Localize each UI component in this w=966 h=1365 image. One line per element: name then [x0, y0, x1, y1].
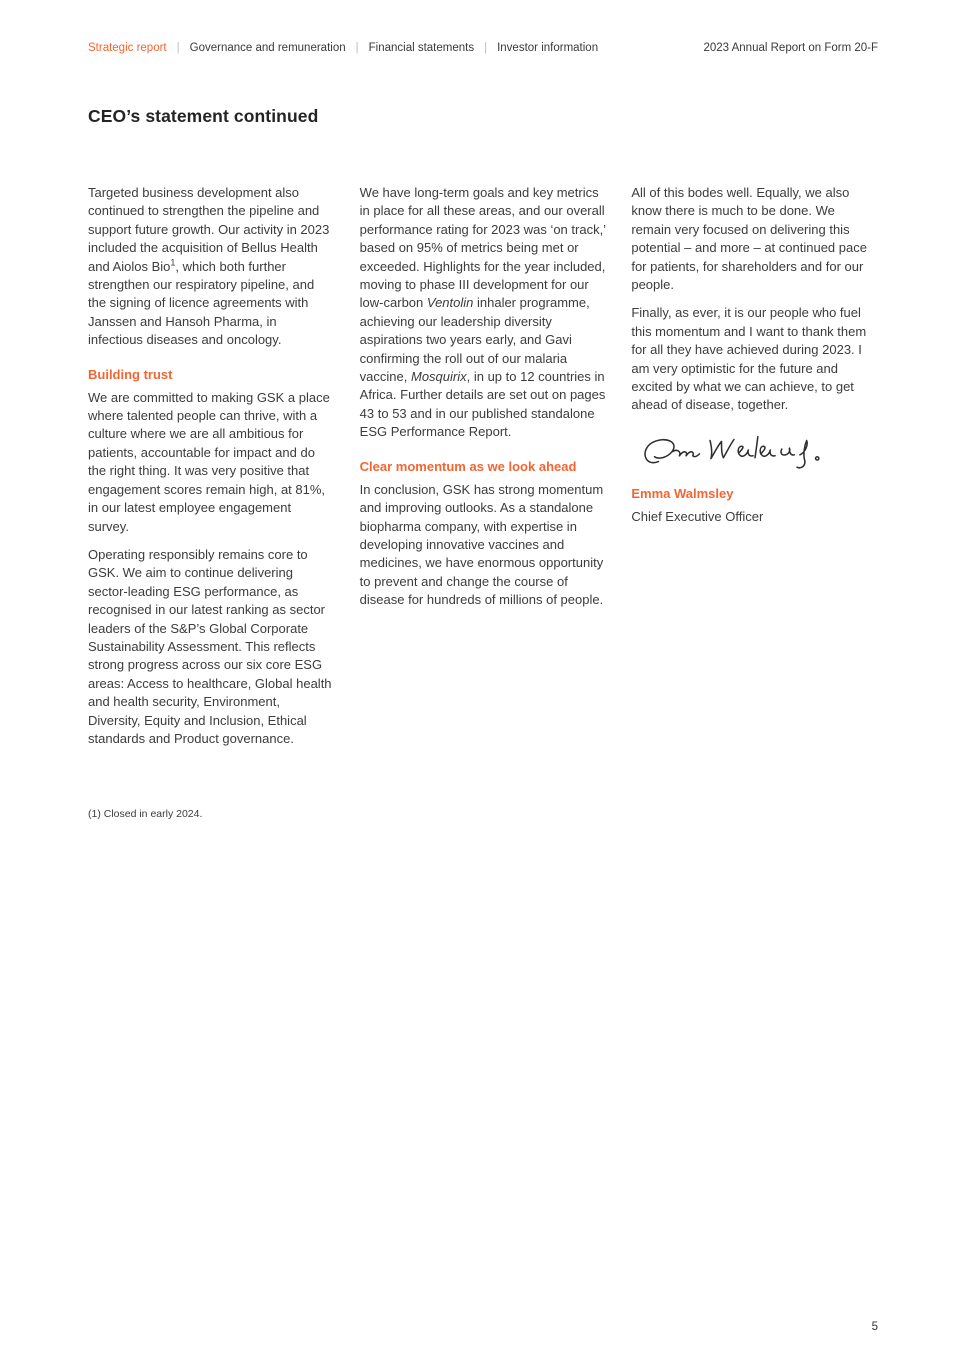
- signer-name: Emma Walmsley: [631, 485, 734, 501]
- signer-title: Chief Executive Officer: [631, 509, 764, 525]
- report-title: 2023 Annual Report on Form 20-F: [703, 42, 878, 54]
- section-heading: Clear momentum as we look ahead: [359, 458, 577, 474]
- footnote: (1) Closed in early 2024.: [88, 808, 203, 820]
- nav-item-financial-statements[interactable]: Financial statements: [368, 42, 475, 54]
- signature-block: [631, 429, 878, 527]
- header-nav: [88, 42, 878, 54]
- page-number: 5: [871, 1321, 878, 1333]
- body-paragraph: In conclusion, GSK has strong momentum and improving outlooks. As a standalone biopharma company, with expertise in developing innovative vaccines and medicines, we have enormous opportunity to prevent and change the course of disease for hundreds of millions of people.: [359, 481, 604, 608]
- nav-separator: |: [355, 42, 359, 54]
- body-paragraph: Finally, as ever, it is our people who fuel this momentum and I want to thank them for all they have achieved during 2023. I am very optimistic for the future and excited by what we can achieve, to get ahead of disease, together.: [631, 305, 867, 413]
- nav-item-investor-information[interactable]: Investor information: [497, 42, 599, 54]
- column-3-blocks: [631, 184, 878, 415]
- page-title: CEO’s statement continued: [88, 106, 319, 126]
- column-2: [360, 184, 607, 758]
- body-paragraph: We have long-term goals and key metrics in place for all these areas, and our overall performance rating for 2023 was ‘on track,’ based on 95% of metrics being met or exceeded. Highlights for the year included, moving to phase III development for our low-carbon Ventolin inhaler programme, achieving our leadership diversity aspirations two years early, and Gavi confirming the roll out of our malaria vaccine, Mosquirix, in up to 12 countries in Africa. Further details are set out on pages 43 to 53 and in our published standalone ESG Performance Report.: [359, 185, 606, 440]
- ceo-signature-image: [631, 429, 856, 473]
- body-paragraph: Targeted business development also continued to strengthen the pipeline and support future growth. Our activity in 2023 included the acquisition of Bellus Health and Aiolos Bio$^1$, which both further strengthen our respiratory pipeline, and the signing of licence agreements with Janssen and Hansoh Pharma, in infectious diseases and oncology.: [88, 185, 330, 348]
- column-1-blocks: [88, 184, 335, 748]
- nav-separator: |: [484, 42, 488, 54]
- body-paragraph: All of this bodes well. Equally, we also know there is much to be done. We remain very focused on delivering this potential – and more – at continued pace for patients, for shareholders and for our people.: [631, 185, 867, 293]
- nav-item-strategic-report[interactable]: Strategic report: [88, 42, 167, 54]
- body-columns: [88, 184, 878, 758]
- column-2-blocks: [360, 184, 607, 610]
- section-heading: Building trust: [88, 366, 173, 382]
- body-paragraph: Operating responsibly remains core to GSK. We aim to continue delivering sector-leading ESG performance, as recognised in our latest ranking as sector leaders of the S&P’s Global Corporate Sustainability Assessment. This reflects strong progress across our six core ESG areas: Access to healthcare, Global health and health security, Environment, Diversity, Equity and Inclusion, Ethical standards and Product governance.: [88, 546, 332, 746]
- body-paragraph: We are committed to making GSK a place where talented people can thrive, with a culture where we are all ambitious for patients, accountable for impact and do the right thing. It was very positive that engagement scores remain high, at 81%, in our latest employee engagement survey.: [88, 389, 330, 534]
- nav-separator: |: [176, 42, 180, 54]
- column-1: [88, 184, 335, 758]
- nav-item-governance-and-remuneration[interactable]: Governance and remuneration: [189, 42, 346, 54]
- section-nav: [88, 42, 598, 54]
- column-3: [631, 184, 878, 758]
